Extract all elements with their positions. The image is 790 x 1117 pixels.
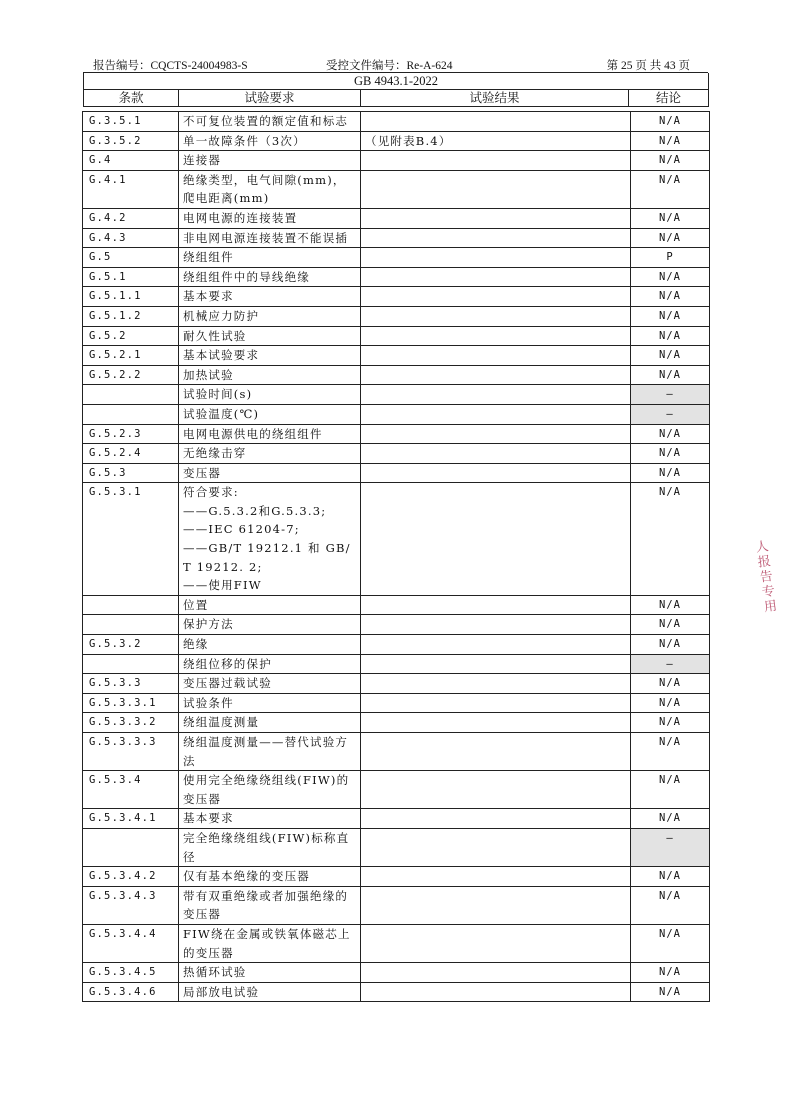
result-cell: [361, 248, 631, 268]
requirement-cell: FIW绕在金属或铁氧体磁芯上的变压器: [179, 924, 361, 962]
clause-cell: G.5.2.4: [83, 444, 179, 464]
verdict-cell: N/A: [631, 444, 710, 464]
controlled-document-number: 受控文件编号：Re-A-624: [326, 60, 453, 72]
clause-cell: G.5.3.3: [83, 674, 179, 694]
result-cell: [361, 228, 631, 248]
requirement-cell: 试验温度(℃): [179, 404, 361, 424]
verdict-cell: N/A: [631, 326, 710, 346]
clause-cell: G.4.2: [83, 208, 179, 228]
clause-cell: G.5.2.3: [83, 424, 179, 444]
result-cell: [361, 654, 631, 674]
requirement-cell: 基本要求: [179, 287, 361, 307]
result-cell: （见附表B.4）: [361, 131, 631, 151]
clause-cell: G.4.3: [83, 228, 179, 248]
result-cell: [361, 444, 631, 464]
result-cell: [361, 287, 631, 307]
table-row: [83, 424, 710, 444]
table-row: [83, 674, 710, 694]
verdict-cell: N/A: [631, 771, 710, 809]
verdict-cell: N/A: [631, 424, 710, 444]
table-row: [83, 346, 710, 366]
verdict-cell: N/A: [631, 886, 710, 924]
clause-cell: [83, 404, 179, 424]
table-row: [83, 771, 710, 809]
clause-cell: G.5.2: [83, 326, 179, 346]
result-cell: [361, 267, 631, 287]
table-row: [83, 326, 710, 346]
table-row: [83, 112, 710, 132]
clause-cell: G.5.3.4.3: [83, 886, 179, 924]
page-number: 第 25 页 共 43 页: [606, 60, 690, 72]
verdict-cell: —: [631, 404, 710, 424]
requirement-cell: 保护方法: [179, 615, 361, 635]
verdict-cell: N/A: [631, 346, 710, 366]
requirement-cell: 单一故障条件（3次）: [179, 131, 361, 151]
table-row: [83, 713, 710, 733]
requirement-cell: 基本要求: [179, 809, 361, 829]
result-cell: [361, 326, 631, 346]
requirement-cell: 使用完全绝缘绕组线(FIW)的变压器: [179, 771, 361, 809]
verdict-cell: N/A: [631, 483, 710, 596]
requirement-cell: 连接器: [179, 151, 361, 171]
table-row: [83, 654, 710, 674]
requirement-cell: 符合要求: ——G.5.3.2和G.5.3.3; ——IEC 61204-7; ——GB/T 19212.1 和 GB/T 19212. 2; ——使用FIW: [179, 483, 361, 596]
clause-cell: G.5.3.4.6: [83, 982, 179, 1002]
table-row: [83, 463, 710, 483]
requirement-cell: 绝缘类型，电气间隙(mm)，爬电距离(mm): [179, 170, 361, 208]
clause-cell: G.5.3: [83, 463, 179, 483]
requirement-cell: 不可复位装置的额定值和标志: [179, 112, 361, 132]
requirement-cell: 完全绝缘绕组线(FIW)标称直径: [179, 828, 361, 866]
result-cell: [361, 635, 631, 655]
clause-cell: [83, 654, 179, 674]
clause-cell: G.5.3.3.3: [83, 733, 179, 771]
requirement-cell: 试验条件: [179, 693, 361, 713]
result-cell: [361, 771, 631, 809]
clause-cell: G.5.3.3.2: [83, 713, 179, 733]
table-row: [83, 635, 710, 655]
verdict-cell: N/A: [631, 733, 710, 771]
table-row: [83, 248, 710, 268]
result-cell: [361, 809, 631, 829]
verdict-cell: N/A: [631, 131, 710, 151]
clause-cell: G.5.1.1: [83, 287, 179, 307]
result-cell: [361, 924, 631, 962]
result-cell: [361, 385, 631, 405]
clause-cell: G.5.3.3.1: [83, 693, 179, 713]
clause-cell: [83, 595, 179, 615]
requirement-cell: 基本试验要求: [179, 346, 361, 366]
verdict-cell: P: [631, 248, 710, 268]
clause-cell: G.5.3.4: [83, 771, 179, 809]
requirement-cell: 绕组组件: [179, 248, 361, 268]
requirement-cell: 无绝缘击穿: [179, 444, 361, 464]
clause-cell: G.5.1: [83, 267, 179, 287]
clause-cell: [83, 615, 179, 635]
result-cell: [361, 112, 631, 132]
table-row: [83, 595, 710, 615]
result-cell: [361, 170, 631, 208]
table-row: [83, 287, 710, 307]
result-cell: [361, 365, 631, 385]
clause-cell: G.5: [83, 248, 179, 268]
result-cell: [361, 595, 631, 615]
table-row: [83, 867, 710, 887]
clause-cell: G.3.5.1: [83, 112, 179, 132]
result-cell: [361, 867, 631, 887]
clause-cell: G.5.3.2: [83, 635, 179, 655]
result-cell: [361, 151, 631, 171]
clause-cell: [83, 385, 179, 405]
result-cell: [361, 674, 631, 694]
clause-cell: G.5.3.1: [83, 483, 179, 596]
report-number: 报告编号：CQCTS-24004983-S: [93, 60, 248, 72]
page-header: [83, 57, 708, 72]
requirement-cell: 绕组温度测量——替代试验方法: [179, 733, 361, 771]
requirement-cell: 仅有基本绝缘的变压器: [179, 867, 361, 887]
verdict-cell: N/A: [631, 809, 710, 829]
clause-cell: G.5.3.4.2: [83, 867, 179, 887]
result-cell: [361, 713, 631, 733]
table-row: [83, 208, 710, 228]
table-row: [83, 982, 710, 1002]
verdict-cell: —: [631, 385, 710, 405]
table-row: [83, 693, 710, 713]
requirement-cell: 局部放电试验: [179, 982, 361, 1002]
requirement-cell: 变压器: [179, 463, 361, 483]
requirement-cell: 位置: [179, 595, 361, 615]
verdict-cell: N/A: [631, 713, 710, 733]
table-row: [83, 170, 710, 208]
result-cell: [361, 404, 631, 424]
test-requirements-table: [82, 111, 710, 1002]
verdict-cell: N/A: [631, 674, 710, 694]
clause-cell: G.5.3.4.1: [83, 809, 179, 829]
table-row: [83, 963, 710, 983]
requirement-cell: 热循环试验: [179, 963, 361, 983]
requirement-cell: 非电网电源连接装置不能误插: [179, 228, 361, 248]
result-cell: [361, 424, 631, 444]
verdict-cell: N/A: [631, 635, 710, 655]
table-row: [83, 483, 710, 596]
verdict-cell: —: [631, 828, 710, 866]
verdict-cell: N/A: [631, 595, 710, 615]
table-row: [83, 267, 710, 287]
requirement-cell: 耐久性试验: [179, 326, 361, 346]
verdict-cell: N/A: [631, 963, 710, 983]
column-header-verdict: 结论: [629, 90, 709, 107]
standard-title: GB 4943.1-2022: [84, 73, 709, 90]
table-row: [83, 809, 710, 829]
requirement-cell: 机械应力防护: [179, 306, 361, 326]
requirement-cell: 绕组组件中的导线绝缘: [179, 267, 361, 287]
result-cell: [361, 483, 631, 596]
verdict-cell: N/A: [631, 615, 710, 635]
table-row: [83, 151, 710, 171]
result-cell: [361, 693, 631, 713]
table-row: [83, 385, 710, 405]
verdict-cell: N/A: [631, 867, 710, 887]
table-row: [83, 365, 710, 385]
result-cell: [361, 615, 631, 635]
column-header-clause: 条款: [84, 90, 179, 107]
result-cell: [361, 733, 631, 771]
clause-cell: G.5.3.4.5: [83, 963, 179, 983]
clause-cell: G.3.5.2: [83, 131, 179, 151]
table-row: [83, 404, 710, 424]
verdict-cell: N/A: [631, 267, 710, 287]
table-row: [83, 306, 710, 326]
table-row: [83, 924, 710, 962]
verdict-cell: N/A: [631, 151, 710, 171]
inspection-seal: 人报告专用: [751, 538, 777, 616]
requirement-cell: 绕组温度测量: [179, 713, 361, 733]
clause-cell: G.4: [83, 151, 179, 171]
result-cell: [361, 963, 631, 983]
table-row: [83, 228, 710, 248]
table-row: [83, 828, 710, 866]
verdict-cell: N/A: [631, 693, 710, 713]
requirement-cell: 变压器过载试验: [179, 674, 361, 694]
verdict-cell: N/A: [631, 463, 710, 483]
table-row: [83, 131, 710, 151]
clause-cell: G.4.1: [83, 170, 179, 208]
clause-cell: G.5.2.2: [83, 365, 179, 385]
verdict-cell: N/A: [631, 365, 710, 385]
clause-cell: [83, 828, 179, 866]
verdict-cell: —: [631, 654, 710, 674]
result-cell: [361, 886, 631, 924]
clause-cell: G.5.1.2: [83, 306, 179, 326]
verdict-cell: N/A: [631, 287, 710, 307]
verdict-cell: N/A: [631, 924, 710, 962]
requirement-cell: 试验时间(s): [179, 385, 361, 405]
result-cell: [361, 306, 631, 326]
table-header: [83, 73, 709, 107]
table-row: [83, 733, 710, 771]
column-header-result: 试验结果: [361, 90, 629, 107]
requirement-cell: 绝缘: [179, 635, 361, 655]
result-cell: [361, 982, 631, 1002]
verdict-cell: N/A: [631, 112, 710, 132]
requirement-cell: 绕组位移的保护: [179, 654, 361, 674]
clause-cell: G.5.3.4.4: [83, 924, 179, 962]
table-row: [83, 886, 710, 924]
verdict-cell: N/A: [631, 228, 710, 248]
requirement-cell: 加热试验: [179, 365, 361, 385]
result-cell: [361, 828, 631, 866]
requirement-cell: 电网电源供电的绕组组件: [179, 424, 361, 444]
table-row: [83, 615, 710, 635]
clause-cell: G.5.2.1: [83, 346, 179, 366]
result-cell: [361, 463, 631, 483]
verdict-cell: N/A: [631, 170, 710, 208]
table-row: [83, 444, 710, 464]
verdict-cell: N/A: [631, 208, 710, 228]
column-header-requirement: 试验要求: [179, 90, 361, 107]
verdict-cell: N/A: [631, 306, 710, 326]
requirement-cell: 带有双重绝缘或者加强绝缘的变压器: [179, 886, 361, 924]
requirement-cell: 电网电源的连接装置: [179, 208, 361, 228]
result-cell: [361, 208, 631, 228]
result-cell: [361, 346, 631, 366]
verdict-cell: N/A: [631, 982, 710, 1002]
